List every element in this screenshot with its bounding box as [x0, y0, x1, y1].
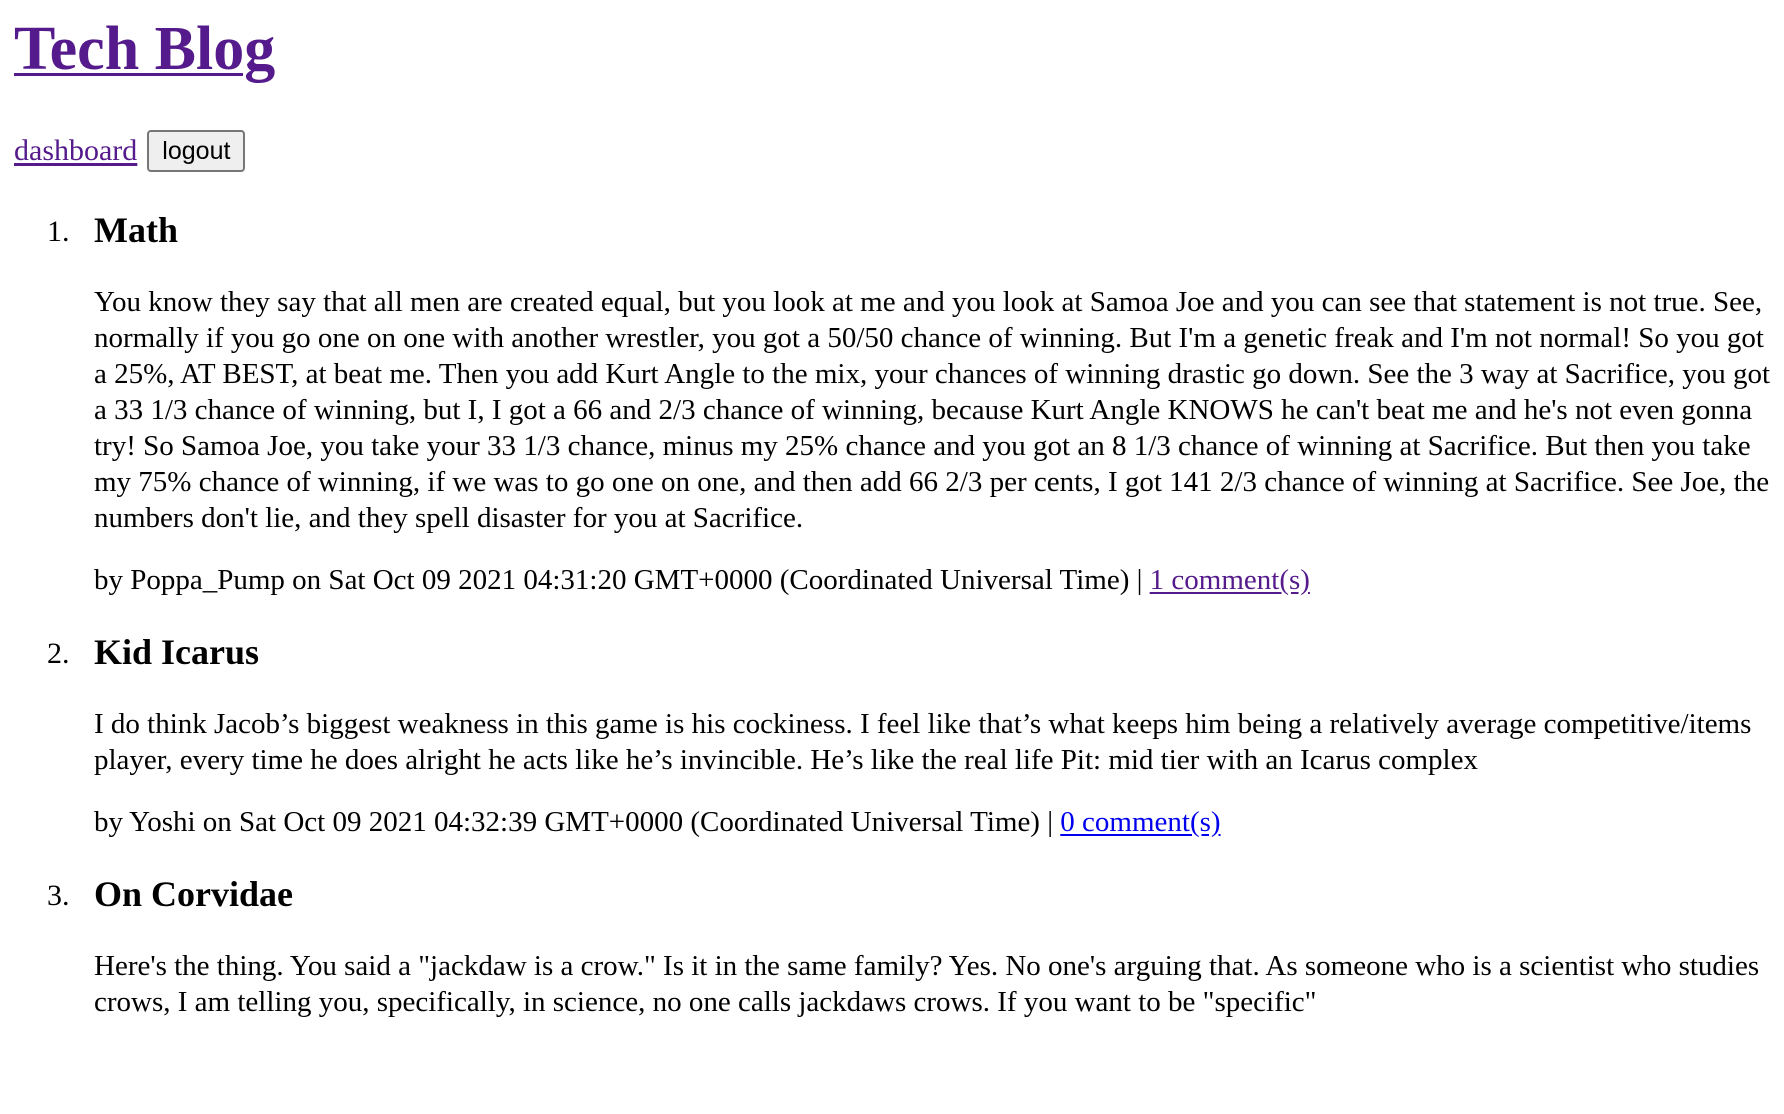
post-item: [47, 626, 1770, 868]
post-item: [47, 204, 1770, 626]
post-title: Kid Icarus: [94, 632, 260, 672]
post-meta: [94, 802, 1770, 842]
post-meta: [94, 560, 1770, 600]
post-spacer: [94, 842, 1770, 868]
page: [14, 0, 1770, 1020]
site-title-link[interactable]: Tech Blog: [14, 15, 276, 83]
logout-button[interactable]: logout: [147, 130, 245, 172]
post-number: 2.: [47, 637, 70, 670]
site-title: [14, 0, 1770, 90]
post-item: [47, 868, 1770, 1020]
comments-link[interactable]: 1 comment(s): [1149, 564, 1310, 596]
dashboard-link[interactable]: dashboard: [14, 134, 138, 167]
post-body: You know they say that all men are created equal, but you look at me and you look at Samoa Joe and you can see that statement is not true. See, normally if you go one on one with another wrestler, you got a 50/50 chance of winning. But I'm a genetic freak and I'm not normal! So you got a 25%, AT BEST, at beat me. Then you add Kurt Angle to the mix, your chances of winning drastic go down. See the 3 way at Sacrifice, you got a 33 1/3 chance of winning, but I, I got a 66 and 2/3 chance of winning, because Kurt Angle KNOWS he can't beat me and he's not even gonna try! So Samoa Joe, you take your 33 1/3 chance, minus my 25% chance and you got an 8 1/3 chance of winning at Sacrifice. But then you take my 75% chance of winning, if we was to go one on one, and then add 66 2/3 per cents, I got 141 2/3 chance of winning at Sacrifice. See Joe, the numbers don't lie, and they spell disaster for you at Sacrifice.: [94, 286, 1770, 534]
post-spacer: [94, 600, 1770, 626]
post-number: 1.: [47, 215, 70, 248]
post-byline: by Poppa_Pump on Sat Oct 09 2021 04:31:20 GMT+0000 (Coordinated Universal Time) |: [94, 564, 1150, 596]
post-body: Here's the thing. You said a "jackdaw is a crow." Is it in the same family? Yes. No one's arguing that. As someone who is a scientist who studies crows, I am telling you, specifically, in science, no one calls jackdaws crows. If you want to be "specific": [94, 950, 1760, 1018]
post-byline: by Yoshi on Sat Oct 09 2021 04:32:39 GMT+0000 (Coordinated Universal Time) |: [94, 806, 1061, 838]
post-title: Math: [94, 210, 178, 250]
post-list: [14, 204, 1770, 1020]
post-body: I do think Jacob’s biggest weakness in this game is his cockiness. I feel like that’s what keeps him being a relatively average competitive/items player, every time he does alright he acts like he’s invincible. He’s like the real life Pit: mid tier with an Icarus complex: [94, 708, 1752, 776]
comments-link[interactable]: 0 comment(s): [1060, 806, 1221, 838]
post-title: On Corvidae: [94, 874, 294, 914]
nav-bar: [14, 128, 1770, 174]
post-number: 3.: [47, 879, 70, 912]
